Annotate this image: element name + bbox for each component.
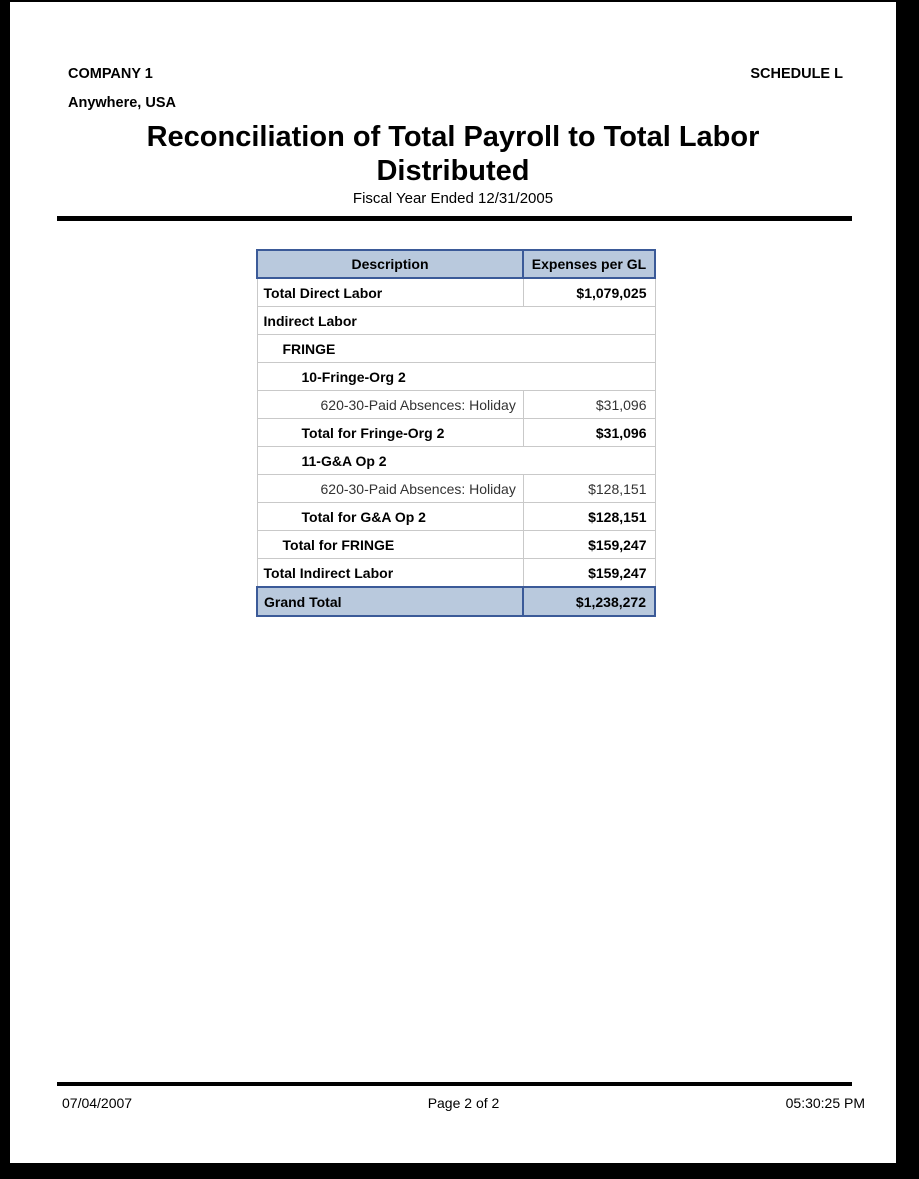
row-label: 620-30-Paid Absences: Holiday (257, 391, 523, 419)
row-label: Total for Fringe-Org 2 (257, 419, 523, 447)
table-row (257, 363, 655, 391)
table-header-row (257, 250, 655, 278)
report-title: Reconciliation of Total Payroll to Total Labor Distributed (146, 121, 760, 187)
report-table (256, 249, 656, 617)
row-value: $128,151 (523, 503, 655, 531)
table-row (257, 503, 655, 531)
table-row (257, 559, 655, 588)
table-row (257, 587, 655, 616)
footer-time: 05:30:25 PM (785, 1095, 866, 1111)
row-label: FRINGE (257, 335, 655, 363)
row-value: $31,096 (523, 419, 655, 447)
table-row (257, 475, 655, 503)
company-location: Anywhere, USA (68, 95, 176, 111)
report-header (68, 66, 843, 83)
row-label: 11-G&A Op 2 (257, 447, 655, 475)
row-label: Indirect Labor (257, 307, 655, 335)
column-header-description: Description (257, 250, 523, 278)
table-row (257, 447, 655, 475)
row-label: Total Indirect Labor (257, 559, 523, 588)
table-row (257, 531, 655, 559)
row-value: $1,079,025 (523, 278, 655, 307)
table-row (257, 278, 655, 307)
row-label: 10-Fringe-Org 2 (257, 363, 655, 391)
report-page (10, 2, 896, 1163)
footer-rule (57, 1082, 852, 1086)
footer-page-number: Page 2 of 2 (427, 1095, 500, 1111)
row-label: Total for G&A Op 2 (257, 503, 523, 531)
row-label: Grand Total (257, 587, 523, 616)
schedule-label: SCHEDULE L (750, 66, 843, 82)
row-label: Total Direct Labor (257, 278, 523, 307)
header-rule (57, 216, 852, 221)
company-name: COMPANY 1 (68, 66, 153, 82)
row-value: $159,247 (523, 559, 655, 588)
footer-date: 07/04/2007 (62, 1095, 133, 1111)
table-row (257, 307, 655, 335)
page-footer (62, 1095, 865, 1112)
row-label: Total for FRINGE (257, 531, 523, 559)
row-value: $159,247 (523, 531, 655, 559)
table-row (257, 335, 655, 363)
column-header-expenses: Expenses per GL (523, 250, 655, 278)
report-table-body (257, 278, 655, 616)
row-value: $31,096 (523, 391, 655, 419)
row-value: $128,151 (523, 475, 655, 503)
table-row (257, 391, 655, 419)
report-subtitle: Fiscal Year Ended 12/31/2005 (352, 190, 554, 207)
table-row (257, 419, 655, 447)
row-label: 620-30-Paid Absences: Holiday (257, 475, 523, 503)
row-value: $1,238,272 (523, 587, 655, 616)
